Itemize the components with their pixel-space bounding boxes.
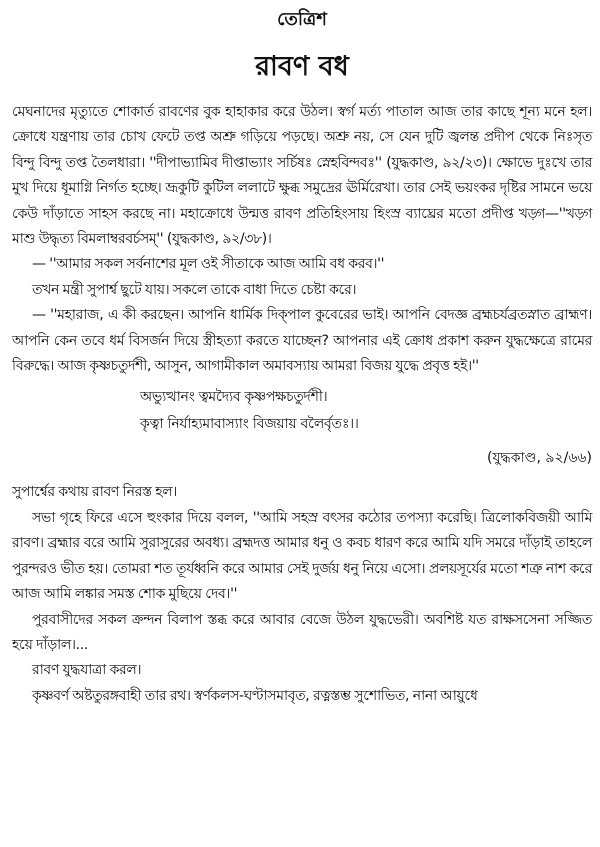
sanskrit-verse <box>12 384 592 438</box>
verse-citation: (যুদ্ধকাণ্ড, ৯২/৬৬) <box>487 450 592 467</box>
body-paragraph: রাবণ যুদ্ধযাত্রা করল। <box>32 662 142 679</box>
body-paragraph: — ''আমার সকল সর্বনাশের মূল ওই সীতাকে আজ আমি বধ করব।'' <box>32 256 385 273</box>
chapter-number: তেত্রিশ <box>277 9 327 30</box>
verse-line: কৃত্বা নির্যাহ্যমাবাস্যাং বিজয়ায় বলৈর্বৃতঃ।। <box>140 416 359 433</box>
chapter-title: রাবণ বধ <box>255 51 349 82</box>
body-paragraph: মেঘনাদের মৃত্যুতে শোকার্ত রাবণের বুক হাহাকার করে উঠল। স্বর্গ মর্ত্য পাতাল আজ তার কাছে শূন্য মনে হল। ক্রোধে যন্ত্রণায় তার চোখ ফেটে তপ্ত অশ্রু গড়িয়ে পড়ছে। অশ্রু নয়, সে যেন দুটি জ্বলন্ত প্রদীপ থেকে নিঃসৃত বিন্দু বিন্দু তপ্ত তৈলধারা। ''দীপাভ্যামিব দীপ্তাভ্যাং সর্চিষঃ স্নেহবিন্দবঃ'' (যুদ্ধকাণ্ড, ৯২/২৩)। ক্ষোভে দুঃখে তার মুখ দিয়ে ধূমাগ্নি নির্গত হচ্ছে। ভ্রূকুটি কুটিল ললাটে ক্ষুব্ধ সমুদ্রের ঊর্মিরেখা। তার সেই ভয়ংকর দৃষ্টির সামনে ভয়ে কেউ দাঁড়াতে সাহস করছে না। মহাক্রোধে উন্মত্ত রাবণ প্রতিহিংসায় হিংস্র ব্যাঘ্রের মতো প্রদীপ্ত খড়্গ—''খড়্গ মাশু উদ্ধৃত্য বিমলাম্বরবর্চসম্'' (যুদ্ধকাণ্ড, ৯২/৩৮)। <box>12 104 592 248</box>
body-paragraph: — ''মহারাজ, এ কী করছেন। আপনি ধার্মিক দিক্পাল কুবেরের ভাই। আপনি বেদজ্ঞ ব্রহ্মচর্যব্রতস্নাত ব্রাহ্মণ। আপনি কেন তবে ধর্ম বিসর্জন দিয়ে স্ত্রীহত্যা করতে যাচ্ছেন? আপনার এই ক্রোধ প্রকাশ করুন যুদ্ধক্ষেত্রে রামের বিরুদ্ধে। আজ কৃষ্ণচতুর্দশী, আসুন, আগামীকাল অমাবস্যায় আমরা বিজয় যুদ্ধে প্রবৃত্ত হই।'' <box>12 307 592 375</box>
body-paragraph: কৃষ্ণবর্ণ অষ্টতুরঙ্গবাহী তার রথ। স্বর্ণকলস-ঘণ্টাসমাবৃত, রত্নস্তম্ভ সুশোভিত, নানা আয়ুধে <box>32 687 478 704</box>
body-paragraph: পুরবাসীদের সকল ক্রন্দন বিলাপ স্তব্ধ করে আবার বেজে উঠল যুদ্ধভেরী। অবশিষ্ট যত রাক্ষসসেনা সজ্জিত হয়ে দাঁড়াল।... <box>12 611 592 653</box>
body-paragraph: তখন মন্ত্রী সুপার্শ্ব ছুটে যায়। সকলে তাকে বাধা দিতে চেষ্টা করে। <box>32 281 357 298</box>
body-paragraph: সভা গৃহে ফিরে এসে হুংকার দিয়ে বলল, ''আমি সহস্র বৎসর কঠোর তপস্যা করেছি। ত্রিলোকবিজয়ী আমি রাবণ। ব্রহ্মার বরে আমি সুরাসুরের অবধ্য। ব্রহ্মদত্ত আমার ধনু ও কবচ ধারণ করে আমি যদি সমরে দাঁড়াই তাহলে পুরন্দরও ভীত হয়। তোমরা শত তূর্যধ্বনি করে আমার সেই দুর্জয় ধনু নিয়ে এসো। প্রলয়সূর্যের মতো শত্রু নাশ করে আজ আমি লঙ্কার সমস্ত শোক মুছিয়ে দেব।'' <box>12 509 592 603</box>
verse-line: অভ্যুত্থানং ত্বমদ্যৈব কৃষ্ণপক্ষচতুর্দশী। <box>140 389 328 406</box>
body-paragraph: সুপার্শ্বের কথায় রাবণ নিরস্ত হল। <box>12 484 178 501</box>
